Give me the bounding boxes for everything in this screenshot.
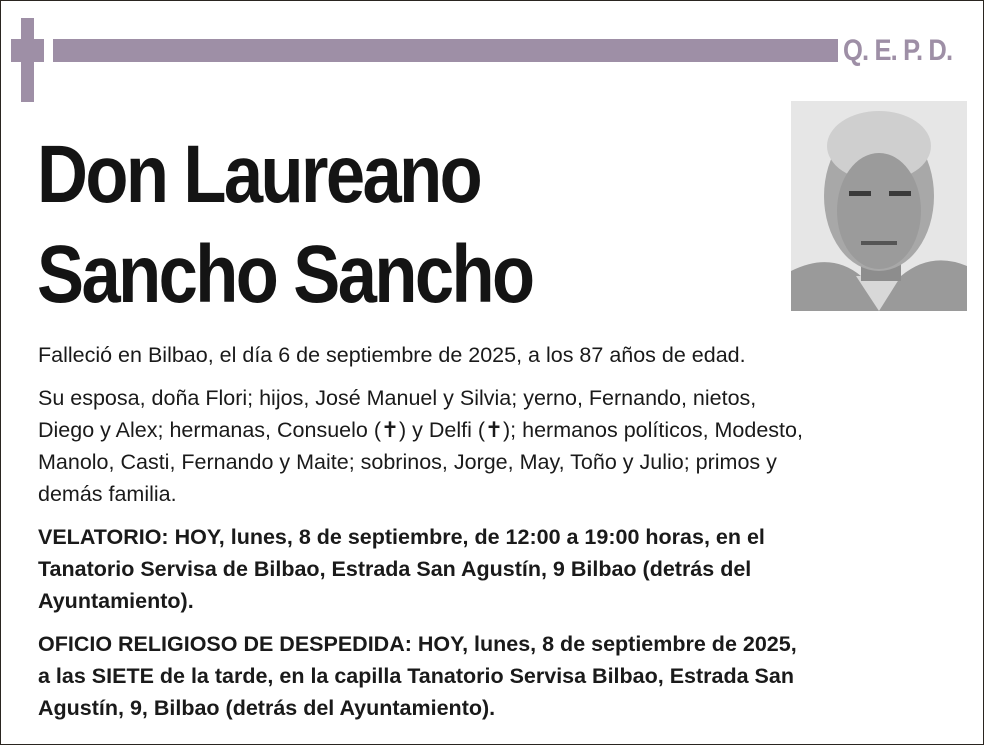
text-line: Ayuntamiento). (38, 589, 194, 613)
text-line: Manolo, Casti, Fernando y Maite; sobrinos, Jorge, May, Toño y Julio; primos y (38, 450, 777, 474)
cross-icon-arm (11, 39, 44, 62)
text-line: OFICIO RELIGIOSO DE DESPEDIDA: HOY, lunes, 8 de septiembre de 2025, (38, 632, 797, 656)
notice-body (38, 339, 968, 735)
text-line: Tanatorio Servisa de Bilbao, Estrada San Agustín, 9 Bilbao (detrás del (38, 557, 752, 581)
header-rule (53, 39, 838, 62)
text-line: Agustín, 9, Bilbao (detrás del Ayuntamiento). (38, 696, 496, 720)
text-line: demás familia. (38, 482, 177, 506)
text-line: Diego y Alex; hermanas, Consuelo (✝) y Delfi (✝); hermanos políticos, Modesto, (38, 418, 803, 442)
text-line: VELATORIO: HOY, lunes, 8 de septiembre, de 12:00 a 19:00 horas, en el (38, 525, 765, 549)
family-list (38, 382, 968, 510)
wake-info (38, 521, 968, 617)
service-info (38, 628, 968, 724)
qepd-label: Q. E. P. D. (843, 34, 953, 67)
deceased-name-line1: Don Laureano (37, 129, 481, 220)
death-announcement (38, 339, 968, 371)
text-line: a las SIETE de la tarde, en la capilla Tanatorio Servisa Bilbao, Estrada San (38, 664, 794, 688)
text-line: Su esposa, doña Flori; hijos, José Manuel y Silvia; yerno, Fernando, nietos, (38, 386, 757, 410)
text-line: Falleció en Bilbao, el día 6 de septiembre de 2025, a los 87 años de edad. (38, 343, 746, 367)
portrait-photo (791, 101, 967, 311)
deceased-name-line2: Sancho Sancho (37, 229, 533, 320)
